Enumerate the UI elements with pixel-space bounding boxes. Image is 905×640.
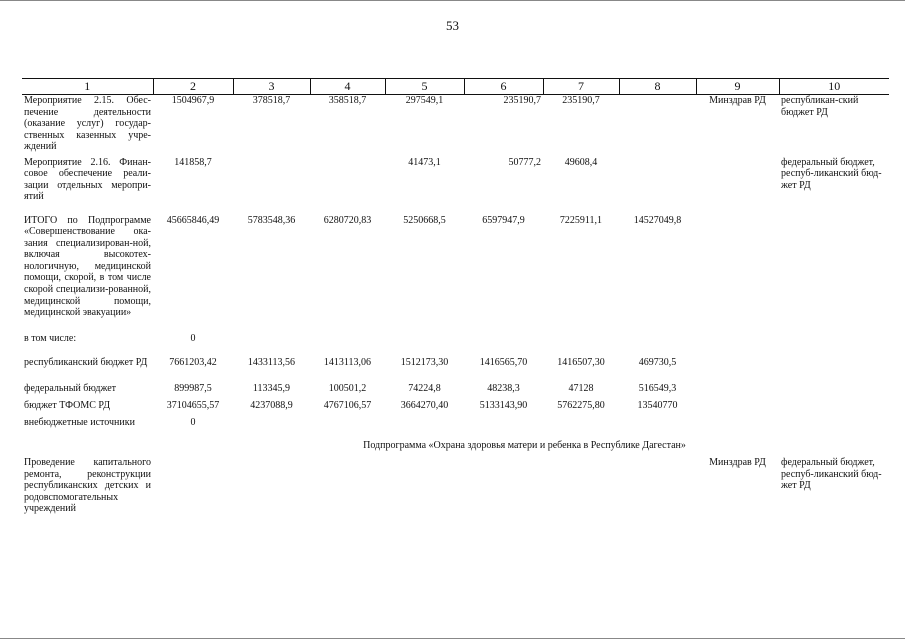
- col-header-3: 3: [233, 79, 310, 95]
- col-header-1: 1: [22, 79, 153, 95]
- cell-c5: 74224,8: [408, 382, 441, 394]
- cell-c5: 1512173,30: [400, 356, 449, 368]
- cell-c9: [696, 417, 779, 434]
- table-row: [22, 417, 889, 434]
- cell-c3: 113345,9: [252, 382, 291, 394]
- col-header-2: 2: [153, 79, 233, 95]
- cell-c7: 1416507,30: [557, 356, 605, 368]
- cell-c9: [696, 215, 779, 333]
- cell-c3: [233, 157, 310, 215]
- row-label: ИТОГО по Подпрограмме «Совершенствование ока-зания специализирован-ной, включая высокотех-нологичную, медицинской помощи, скорой, в том числе скорой специализи-рованной, медицинской помощи, медицинской эвакуации»: [24, 214, 151, 319]
- cell-c4: 4767106,57: [323, 399, 372, 411]
- cell-c10: [779, 333, 889, 357]
- cell-c4: 358518,7: [328, 95, 367, 106]
- cell-c2: 141858,7: [174, 156, 212, 168]
- cell-c2: 0: [190, 332, 196, 344]
- table-row: [22, 400, 889, 417]
- cell-c6: [464, 417, 543, 434]
- col-header-4: 4: [310, 79, 385, 95]
- cell-c7: 49608,4: [564, 156, 598, 168]
- cell-c3: 5783548,36: [247, 214, 296, 226]
- cell-c8: 516549,3: [638, 382, 677, 394]
- cell-c4: 100501,2: [328, 382, 367, 394]
- row-label: республиканский бюджет РД: [24, 356, 148, 368]
- table-row: [22, 383, 889, 400]
- col-header-9: 9: [696, 79, 779, 95]
- cell-c8: 14527049,8: [633, 214, 682, 226]
- cell-c7: 47128: [568, 382, 594, 394]
- row-label: в том числе:: [24, 332, 77, 344]
- cell-c2: 0: [190, 416, 196, 428]
- cell-c3: [233, 417, 310, 434]
- table-row: [22, 95, 889, 157]
- cell-c9: [696, 333, 779, 357]
- cell-c10: [779, 417, 889, 434]
- cell-c6: 48238,3: [487, 382, 520, 394]
- cell-c3: 1433113,56: [247, 356, 296, 368]
- cell-c5: 5250668,5: [403, 214, 446, 226]
- cell-c9: [696, 383, 779, 400]
- cell-c2: 1504967,9: [171, 95, 215, 106]
- top-scan-edge: [0, 0, 905, 1]
- row-label: внебюджетные источники: [24, 416, 135, 428]
- cell-c2: 899987,5: [174, 382, 212, 394]
- table-row: [22, 333, 889, 357]
- cell-c5: 297549,1: [405, 95, 444, 106]
- header-row: [22, 79, 889, 95]
- cell-c10: республикан-ский бюджет РД: [781, 95, 859, 118]
- cell-c2: 45665846,49: [166, 214, 220, 226]
- cell-c5: 41473,1: [408, 156, 441, 168]
- table-row: [22, 215, 889, 333]
- cell-c6: 5133143,90: [479, 399, 528, 411]
- cell-c10: федеральный бюджет, респуб-ликанский бюд-жет РД: [781, 156, 882, 191]
- cell-c8: [619, 157, 696, 215]
- cell-c10: федеральный бюджет, респуб-ликанский бюд-жет РД: [781, 457, 882, 492]
- cell-c2: 7661203,42: [169, 356, 217, 368]
- bottom-scan-edge: [0, 638, 905, 639]
- cell-c9: Минздрав РД: [709, 95, 766, 106]
- cell-c4: [310, 157, 385, 215]
- cell-c10: [779, 383, 889, 400]
- table-row: [22, 457, 889, 519]
- cell-c8: [619, 95, 696, 157]
- cell-c4: [310, 333, 385, 357]
- row-label: бюджет ТФОМС РД: [24, 399, 111, 411]
- cell-c4: [310, 417, 385, 434]
- cell-c10: [779, 215, 889, 333]
- cell-c5: [385, 333, 464, 357]
- cell-c7: [543, 333, 619, 357]
- budget-table: [22, 78, 889, 519]
- col-header-8: 8: [619, 79, 696, 95]
- cell-c5: [385, 417, 464, 434]
- page-number: 53: [446, 18, 459, 33]
- cell-c7: [543, 417, 619, 434]
- cell-c8: [619, 417, 696, 434]
- cell-c8: 469730,5: [638, 356, 677, 368]
- cell-c10: [779, 400, 889, 417]
- cell-c6: 1416565,70: [479, 356, 528, 368]
- table-row: [22, 357, 889, 383]
- cell-c9: [696, 400, 779, 417]
- cell-c6: 50777,2: [508, 156, 541, 168]
- cell-c4: 1413113,06: [323, 356, 372, 368]
- row-label: Мероприятие 2.16. Финан-совое обеспечение реали-зации отдельных меропри-ятий: [24, 156, 151, 203]
- cell-c7: 5762275,80: [557, 399, 605, 411]
- subprogram-heading-row: [22, 434, 889, 458]
- cell-c3: 4237088,9: [250, 399, 293, 411]
- cell-c10: [779, 357, 889, 383]
- cell-c8: [619, 333, 696, 357]
- cell-c7: 235190,7: [562, 95, 600, 106]
- cell-c9: Минздрав РД: [709, 457, 766, 469]
- cell-c2: 37104655,57: [166, 399, 220, 411]
- cell-c3: [233, 333, 310, 357]
- col-header-7: 7: [543, 79, 619, 95]
- cell-c8: 13540770: [637, 399, 678, 411]
- subprogram-title: Подпрограмма «Охрана здоровья матери и ребенка в Республике Дагестан»: [363, 439, 686, 451]
- cell-c6: 6597947,9: [482, 214, 525, 226]
- col-header-10: 10: [779, 79, 889, 95]
- table-row: [22, 157, 889, 215]
- cell-c6: 235190,7: [503, 95, 541, 106]
- col-header-5: 5: [385, 79, 464, 95]
- col-header-6: 6: [464, 79, 543, 95]
- cell-c7: 7225911,1: [559, 214, 603, 226]
- cell-c9: [696, 357, 779, 383]
- row-label: федеральный бюджет: [24, 382, 117, 394]
- cell-c3: 378518,7: [252, 95, 291, 106]
- cell-c9: [696, 157, 779, 215]
- row-label: Мероприятие 2.15. Обес-печение деятельности (оказание услуг) государ-ственных казенных учре-ждений: [24, 95, 151, 153]
- row-label: Проведение капитального ремонта, реконструкции республиканских детских и родовспомогательных учреждений: [24, 457, 151, 515]
- cell-c4: 6280720,83: [323, 214, 372, 226]
- cell-c5: 3664270,40: [400, 399, 449, 411]
- cell-c6: [464, 333, 543, 357]
